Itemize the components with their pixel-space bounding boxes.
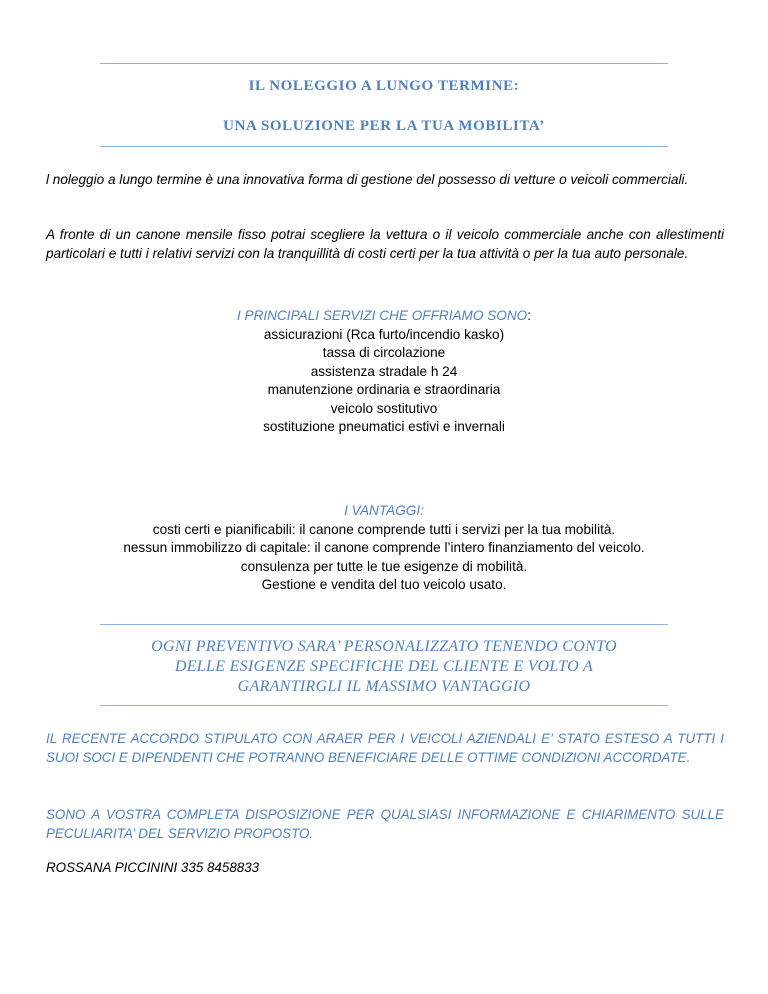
quote-bottom-divider [100,705,668,706]
quote-line-3: GARANTIRGLI IL MASSIMO VANTAGGIO [237,678,531,695]
quote-block [100,637,668,697]
title-divider [100,146,668,147]
services-heading-colon: : [527,308,532,323]
top-divider [100,63,668,64]
advantage-item: costi certi e pianificabili: il canone comprende tutti i servizi per la tua mobilità. [152,521,616,537]
services-heading-line [0,307,768,326]
agreement-paragraph: IL RECENTE ACCORDO STIPULATO CON ARAER PER I VEICOLI AZIENDALI E’ STATO ESTESO A TUTTI I SUOI SOCI E DIPENDENTI CHE POTRANNO BENEFICIARE DELLE OTTIME CONDIZIONI ACCORDATE. [46,731,724,765]
service-item: veicolo sostitutivo [330,400,438,416]
page-title-line2: UNA SOLUZIONE PER LA TUA MOBILITA’ [223,118,545,134]
advantage-item: nessun immobilizzo di capitale: il canone comprende l’intero finanziamento del veicolo. [123,540,645,555]
service-item: manutenzione ordinaria e straordinaria [267,382,501,397]
advantages-heading: I VANTAGGI: [344,503,424,518]
contact-info: ROSSANA PICCININI 335 8458833 [46,860,260,875]
intro-paragraph-2: A fronte di un canone mensile fisso potrai scegliere la vettura o il veicolo commerciale anche con allestimenti particolari e tutti i relativi servizi con la tranquillità di costi certi per la tua attività o per la tua auto personale. [46,227,724,261]
advantage-item: consulenza per tutte le tue esigenze di mobilità. [240,558,528,574]
availability-paragraph: SONO A VOSTRA COMPLETA DISPOSIZIONE PER QUALSIASI INFORMAZIONE E CHIARIMENTO SULLE PECULIARITA’ DEL SERVIZIO PROPOSTO. [46,807,724,841]
service-item: tassa di circolazione [322,345,446,360]
advantages-section [0,502,768,595]
advantage-item: Gestione e vendita del tuo veicolo usato. [261,577,507,592]
quote-line-2: DELLE ESIGENZE SPECIFICHE DEL CLIENTE E VOLTO A [174,658,594,675]
quote-top-divider [100,624,668,625]
service-item: assistenza stradale h 24 [310,363,458,379]
intro-paragraph-1: l noleggio a lungo termine è una innovativa forma di gestione del possesso di vetture o veicoli commerciali. [46,172,689,187]
services-heading: I PRINCIPALI SERVIZI CHE OFFRIAMO SONO [236,308,528,323]
service-item: assicurazioni (Rca furto/incendio kasko) [263,326,505,342]
service-item: sostituzione pneumatici estivi e invernali [263,419,505,434]
services-section [0,307,768,437]
page-title-line1: IL NOLEGGIO A LUNGO TERMINE: [248,78,520,94]
quote-line-1: OGNI PREVENTIVO SARA’ PERSONALIZZATO TENENDO CONTO [151,638,617,655]
